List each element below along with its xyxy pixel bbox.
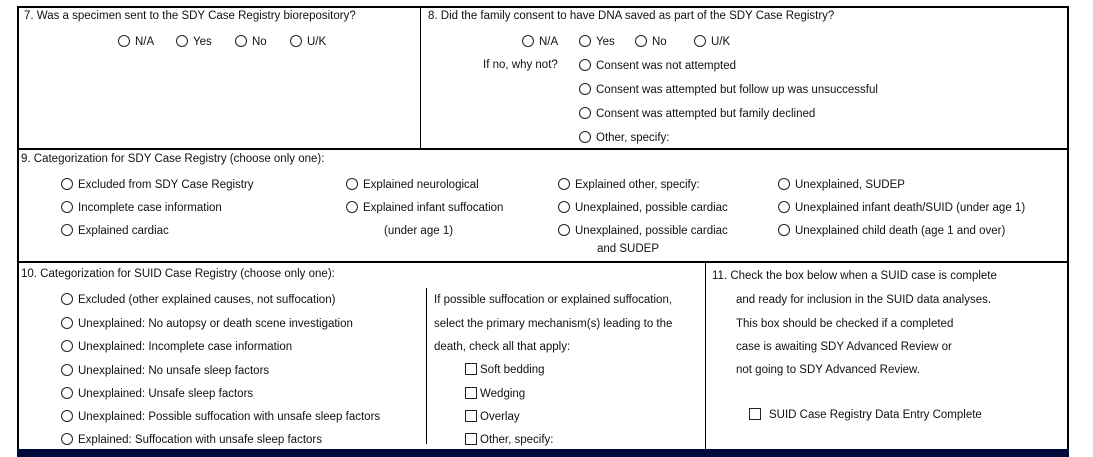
radio-icon: [558, 178, 570, 190]
q10-mech-wedging[interactable]: Wedging: [465, 387, 525, 401]
radio-icon: [61, 178, 73, 190]
q7-option-yes[interactable]: Yes: [176, 35, 212, 49]
radio-icon: [176, 35, 188, 47]
q8-option-no[interactable]: No: [635, 35, 667, 49]
left-border: [17, 6, 19, 449]
q9-option-incomplete[interactable]: Incomplete case information: [61, 201, 222, 215]
q10-mech-overlay[interactable]: Overlay: [465, 410, 520, 424]
radio-icon: [61, 433, 73, 445]
q10-mech-other[interactable]: Other, specify:: [465, 433, 554, 447]
q10-inner-divider: [426, 288, 427, 444]
bottom-bar: [17, 449, 1069, 457]
radio-icon: [579, 35, 591, 47]
radio-icon: [61, 364, 73, 376]
radio-icon: [61, 387, 73, 399]
radio-icon: [61, 410, 73, 422]
radio-icon: [579, 59, 591, 71]
q8-question: 8. Did the family consent to have DNA saved as part of the SDY Case Registry?: [428, 10, 835, 22]
q10-option-excluded[interactable]: Excluded (other explained causes, not suffocation): [61, 293, 335, 307]
radio-icon: [579, 107, 591, 119]
radio-icon: [579, 83, 591, 95]
q9-option-unexplained-infant[interactable]: Unexplained infant death/SUID (under age 1): [778, 201, 1025, 215]
q10-option-explained-suffocation[interactable]: Explained: Suffocation with unsafe sleep factors: [61, 433, 322, 447]
checkbox-icon: [465, 363, 477, 375]
q8-reason-declined[interactable]: Consent was attempted but family declined: [579, 107, 815, 121]
q11-data-entry-complete[interactable]: SUID Case Registry Data Entry Complete: [749, 408, 982, 422]
q10-option-incomplete[interactable]: Unexplained: Incomplete case information: [61, 340, 292, 354]
radio-icon: [61, 201, 73, 213]
radio-icon: [118, 35, 130, 47]
checkbox-icon: [465, 433, 477, 445]
q8-if-no-label: If no, why not?: [483, 59, 558, 71]
q10-option-unsafe-sleep[interactable]: Unexplained: Unsafe sleep factors: [61, 387, 253, 401]
radio-icon: [558, 224, 570, 236]
q10-top-divider: [17, 261, 1069, 263]
radio-icon: [61, 317, 73, 329]
radio-icon: [61, 340, 73, 352]
q11-text-line1: 11. Check the box below when a SUID case is complete: [712, 270, 997, 282]
radio-icon: [694, 35, 706, 47]
radio-icon: [346, 201, 358, 213]
q9-under-age-note: (under age 1): [384, 225, 454, 237]
q9-option-explained-infant-suffocation[interactable]: Explained infant suffocation: [346, 201, 503, 215]
q7-q8-divider: [420, 6, 421, 148]
q9-option-unexplained-child[interactable]: Unexplained child death (age 1 and over): [778, 224, 1005, 238]
top-border: [17, 6, 1069, 8]
radio-icon: [778, 224, 790, 236]
q10-option-no-unsafe-sleep[interactable]: Unexplained: No unsafe sleep factors: [61, 364, 269, 378]
radio-icon: [346, 178, 358, 190]
q11-text-line3: This box should be checked if a completed: [736, 318, 954, 330]
q10-mechanism-text-line2: select the primary mechanism(s) leading to the: [434, 318, 673, 330]
radio-icon: [558, 201, 570, 213]
q9-sudep-continuation: and SUDEP: [597, 243, 660, 255]
q7-option-no[interactable]: No: [235, 35, 267, 49]
radio-icon: [61, 224, 73, 236]
q7-option-uk[interactable]: U/K: [290, 35, 326, 49]
radio-icon: [235, 35, 247, 47]
q9-option-explained-cardiac[interactable]: Explained cardiac: [61, 224, 169, 238]
q8-option-na[interactable]: N/A: [522, 35, 558, 49]
q9-option-possible-cardiac[interactable]: Unexplained, possible cardiac: [558, 201, 728, 215]
q9-top-divider: [17, 148, 1069, 150]
q7-question: 7. Was a specimen sent to the SDY Case Registry biorepository?: [24, 10, 356, 22]
q10-question: 10. Categorization for SUID Case Registry (choose only one):: [21, 268, 335, 280]
radio-icon: [778, 201, 790, 213]
q8-option-uk[interactable]: U/K: [694, 35, 730, 49]
q9-option-excluded[interactable]: Excluded from SDY Case Registry: [61, 178, 254, 192]
q9-question: 9. Categorization for SDY Case Registry (choose only one):: [21, 153, 325, 165]
q11-text-line4: case is awaiting SDY Advanced Review or: [736, 341, 952, 353]
q8-reason-unsuccessful[interactable]: Consent was attempted but follow up was unsuccessful: [579, 83, 878, 97]
q10-option-no-autopsy[interactable]: Unexplained: No autopsy or death scene investigation: [61, 317, 353, 331]
radio-icon: [635, 35, 647, 47]
radio-icon: [579, 131, 591, 143]
right-border: [1067, 6, 1069, 449]
q11-text-line2: and ready for inclusion in the SUID data analyses.: [736, 294, 992, 306]
checkbox-icon: [465, 410, 477, 422]
radio-icon: [778, 178, 790, 190]
q9-option-explained-neuro[interactable]: Explained neurological: [346, 178, 479, 192]
q8-option-yes[interactable]: Yes: [579, 35, 615, 49]
q10-option-possible-suffocation[interactable]: Unexplained: Possible suffocation with unsafe sleep factors: [61, 410, 380, 424]
radio-icon: [61, 293, 73, 305]
q10-q11-divider: [705, 262, 706, 449]
q10-mechanism-text-line1: If possible suffocation or explained suffocation,: [434, 294, 673, 306]
q8-reason-other[interactable]: Other, specify:: [579, 131, 670, 145]
q9-option-possible-cardiac-sudep[interactable]: Unexplained, possible cardiac: [558, 224, 728, 238]
q11-text-line5: not going to SDY Advanced Review.: [736, 364, 920, 376]
q10-mech-soft-bedding[interactable]: Soft bedding: [465, 363, 545, 377]
q7-option-na[interactable]: N/A: [118, 35, 154, 49]
checkbox-icon: [465, 387, 477, 399]
q9-option-unexplained-sudep[interactable]: Unexplained, SUDEP: [778, 178, 905, 192]
radio-icon: [522, 35, 534, 47]
q9-option-explained-other[interactable]: Explained other, specify:: [558, 178, 700, 192]
checkbox-icon: [749, 408, 761, 420]
q8-reason-not-attempted[interactable]: Consent was not attempted: [579, 59, 736, 73]
radio-icon: [290, 35, 302, 47]
q10-mechanism-text-line3: death, check all that apply:: [434, 341, 571, 353]
